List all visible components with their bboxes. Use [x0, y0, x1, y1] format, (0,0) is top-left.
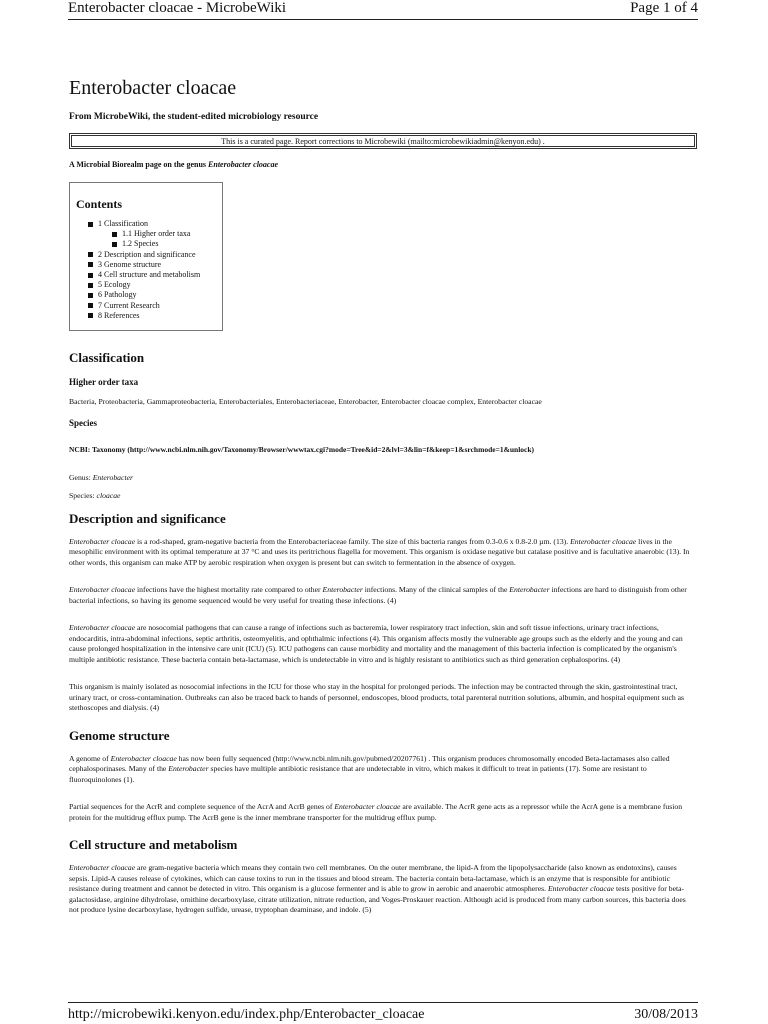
toc-item[interactable]	[76, 229, 212, 239]
species-value: cloacae	[96, 490, 121, 500]
genus-name: Enterobacter	[168, 764, 209, 774]
bullet-icon	[88, 262, 93, 267]
bullet-icon	[88, 273, 93, 278]
toc-item[interactable]	[76, 301, 212, 311]
bullet-icon	[88, 313, 93, 318]
species-label: Species:	[69, 490, 97, 500]
table-of-contents	[69, 182, 223, 331]
paragraph-text: infections have the highest mortality rate compared to other	[135, 585, 323, 595]
organism-name: Enterobacter cloacae	[110, 753, 177, 763]
bullet-icon	[88, 293, 93, 298]
toc-item[interactable]	[76, 290, 212, 300]
bullet-icon	[112, 242, 117, 247]
paragraph-text: tests positive for beta-galactosidase, arginine dihydrolase, ornithine decarboxylase, citrate utilization, nitrate reduction, and Voges-Proskauer reaction. Although acid is produced from many carbon sources, this bacteria does not produce lysine decarboxylase, hydrogen sulfide, urease, tryptophan deaminase, and indole. (5)	[69, 884, 686, 915]
toc-item[interactable]	[76, 260, 212, 270]
toc-item-label[interactable]: 4 Cell structure and metabolism	[98, 270, 201, 280]
organism-name: Enterobacter cloacae	[69, 585, 136, 595]
bullet-icon	[88, 252, 93, 257]
toc-item-label[interactable]: 6 Pathology	[98, 290, 137, 300]
organism-name: Enterobacter cloacae	[570, 536, 637, 546]
genome-heading: Genome structure	[69, 727, 170, 743]
description-paragraph	[69, 585, 697, 606]
paragraph-text: infections. Many of the clinical samples of the	[362, 585, 510, 595]
toc-item-label[interactable]: 1.2 Species	[122, 239, 159, 249]
paragraph-text: are nosocomial pathogens that can cause a range of infections such as bacteremia, lower respiratory tract infection, skin and soft tissue infections, urinary tract infections, endocarditis, intra-abdominal infections, septic arthritis, osteomyelitis, and ophthalmic infections (4). This organism affects mostly the vulnerable age groups such as the elderly and the young and can cause prolonged hospitalization in the intensive care unit (ICU) (5). ICU pathogens can cause morbidity and mortality and the management of this bacteria infection is complicated by the organism's multiple antibiotic resistance. These bacteria contain beta-lactamase, which is undetectable in vitro and is highly resistant to antibiotics such as third generation cephalosporins. (4)	[69, 623, 683, 664]
genome-paragraph	[69, 802, 697, 823]
description-paragraph: This organism is mainly isolated as nosocomial infections in the ICU for those who stay in the hospital for prolonged periods. The infection may be contracted through the skin, gastrointestinal tract, urinary tract, or cross-contamination. Outbreaks can also be traced back to hands of personnel, endoscopes, blood products, total parenteral nutrition solutions, albumin, and hospital equipment such as stethoscopes and dialysis. (4)	[69, 682, 685, 713]
genus-name: Enterobacter	[509, 585, 550, 595]
paragraph-text: A genome of	[69, 753, 111, 763]
genus-label: Genus:	[69, 472, 93, 482]
organism-name: Enterobacter cloacae	[547, 884, 615, 894]
higher-order-heading: Higher order taxa	[69, 377, 139, 388]
print-header	[68, 0, 698, 20]
curated-notice-text[interactable]: This is a curated page. Report corrections to Microbewiki (mailto:microbewikiadmin@kenyon.edu) .	[221, 136, 545, 146]
bullet-icon	[112, 232, 117, 237]
section-genome	[69, 728, 697, 824]
toc-item-label[interactable]: 7 Current Research	[98, 300, 160, 310]
paragraph-text: is a rod-shaped, gram-negative bacteria from the Enterobacteriaceae family. The size of this bacteria ranges from 0.3-0.6 x 0.8-2.0 µm. (13).	[135, 536, 571, 546]
paragraph-text: Partial sequences for the AcrR and complete sequence of the AcrA and AcrB genes of	[69, 802, 335, 812]
print-date: 30/08/2013	[634, 1007, 698, 1022]
toc-item[interactable]	[76, 239, 212, 249]
toc-item-label[interactable]: 1 Classification	[98, 219, 148, 228]
cell-structure-paragraph	[69, 863, 697, 916]
toc-item[interactable]	[76, 250, 212, 260]
toc-item-label[interactable]: 8 References	[98, 310, 140, 320]
biorealm-prefix: A Microbial Biorealm page on the genus	[69, 160, 209, 169]
description-paragraph	[69, 623, 697, 665]
species-heading: Species	[69, 417, 97, 428]
page-title: Enterobacter cloacae	[69, 77, 237, 99]
toc-item-label[interactable]: 5 Ecology	[98, 280, 131, 290]
paragraph-text: are gram-negative bacteria which means they contain two cell membranes. On the outer membrane, the lipid-A from the lipopolysaccharide (also known as endotoxins), causes sepsis. Lipid-A causes release of cytokines, which can cause toxins to run in the tissues and blood stream. The bacteria contain beta-lactamase, which is an enzyme that is responsible for antibiotic resistance during treatment and cannot be detected in vitro. This organism is a glucose fermenter and is able to grow in aerobic and anaerobic atmospheres.	[69, 863, 677, 894]
toc-title: Contents	[76, 197, 123, 211]
organism-name: Enterobacter cloacae	[69, 863, 136, 873]
description-heading: Description and significance	[69, 510, 226, 526]
paragraph-text: are available. The AcrR gene acts as a repressor while the AcrA gene is a membrane fusion protein for the multidrug efflux pump. The AcrB gene is the inner membrane transporter for the multidrug efflux pump.	[69, 802, 683, 822]
bullet-icon	[88, 303, 93, 308]
biorealm-genus: Enterobacter cloacae	[208, 160, 279, 169]
description-paragraph	[69, 537, 697, 569]
classification-heading: Classification	[69, 350, 145, 366]
toc-item-label[interactable]: 3 Genome structure	[98, 259, 162, 269]
organism-name: Enterobacter cloacae	[69, 536, 136, 546]
genus-name: Enterobacter	[322, 585, 363, 595]
paragraph-text: infections are hard to distinguish from other bacterial infections, so having its genome sequenced would be very useful for treating these infections. (4)	[69, 585, 687, 605]
curated-notice-box	[69, 133, 697, 149]
print-footer	[68, 1002, 698, 1024]
site-subtitle: From MicrobeWiki, the student-edited microbiology resource	[69, 112, 319, 122]
print-header-title: Enterobacter cloacae - MicrobeWiki	[68, 0, 287, 16]
toc-list	[76, 219, 212, 321]
toc-item-label[interactable]: 2 Description and significance	[98, 249, 196, 259]
higher-order-text: Bacteria, Proteobacteria, Gammaproteobacteria, Enterobacteriales, Enterobacteriaceae, Enterobacter, Enterobacter cloacae complex, Enterobacter cloacae	[69, 397, 542, 407]
genus-line	[69, 473, 697, 483]
organism-name: Enterobacter cloacae	[334, 802, 401, 812]
paragraph-text: lives in the mesophilic environment with its optimal temperature at 37 °C and uses its peritrichous flagella for movement. This organism is oxidase negative but catalase positive and is facultative anaerobic (13). In other words, this organism can make ATP by aerobic respiration when oxygen is present but can switch to fermentation in the absence of oxygen.	[69, 536, 690, 567]
bullet-icon	[88, 222, 93, 227]
ncbi-taxonomy-link[interactable]: NCBI: Taxonomy (http://www.ncbi.nlm.nih.gov/Taxonomy/Browser/wwwtax.cgi?mode=Tree&id=2&lvl=3&lin=f&keep=1&srchmode=1&unlock)	[69, 444, 535, 454]
toc-item[interactable]	[76, 270, 212, 280]
cell-structure-heading: Cell structure and metabolism	[69, 837, 238, 853]
section-classification	[69, 350, 697, 501]
organism-name: Enterobacter cloacae	[69, 623, 136, 633]
section-description	[69, 511, 697, 714]
toc-item[interactable]	[76, 280, 212, 290]
article-content	[69, 76, 697, 925]
section-cell-structure	[69, 837, 697, 916]
bullet-icon	[88, 283, 93, 288]
toc-item[interactable]	[76, 219, 212, 229]
toc-item-label[interactable]: 1.1 Higher order taxa	[122, 229, 191, 239]
biorealm-note	[69, 159, 697, 170]
species-line	[69, 491, 697, 501]
page-indicator: Page 1 of 4	[630, 0, 698, 16]
genus-value: Enterobacter	[92, 472, 133, 482]
page-url[interactable]: http://microbewiki.kenyon.edu/index.php/Enterobacter_cloacae	[68, 1007, 425, 1022]
paragraph-text: has now been fully sequenced (http://www.ncbi.nlm.nih.gov/pubmed/20207761) . This organism produces chromosomally encoded Beta-lactamases also called cephalosporinases. Many of the	[69, 753, 670, 774]
genome-paragraph	[69, 754, 697, 786]
paragraph-text: species have multiple antibiotic resistance that are undetectable in vitro, which makes it difficult to treat in patients (17). Some are resistant to fluoroquinolones (1).	[69, 764, 647, 784]
toc-item[interactable]	[76, 311, 212, 321]
